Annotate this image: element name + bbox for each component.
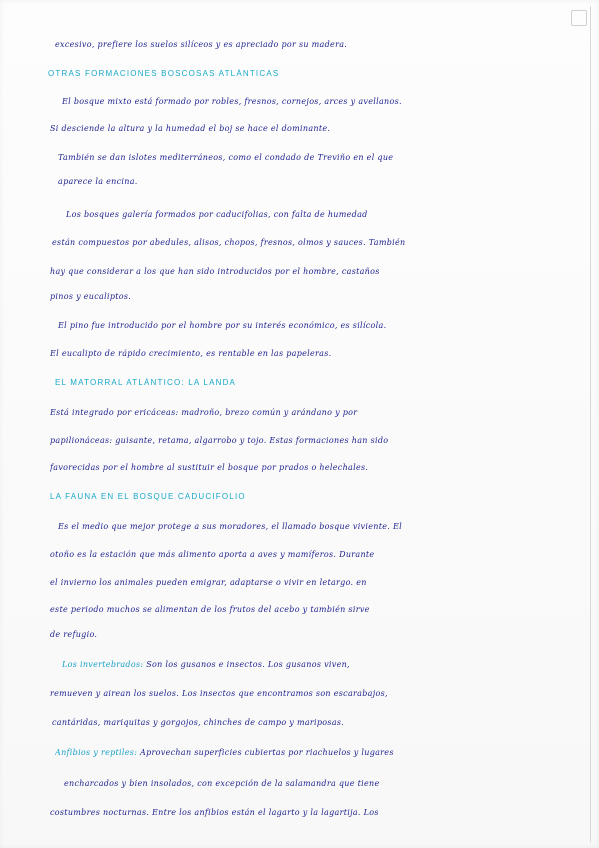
text-line: Los bosques galería formados por caducifolias, con falta de humedad (66, 210, 368, 219)
page-corner-mark (571, 10, 587, 26)
subheading-invertebrados: Los invertebrados: (62, 660, 144, 669)
text-line: remueven y airean los suelos. Los insectos que encontramos son escarabajos, (50, 689, 388, 698)
text-line: otoño es la estación que más alimento aporta a aves y mamíferos. Durante (50, 550, 375, 559)
text-span: Son los gusanos e insectos. Los gusanos viven, (143, 660, 350, 669)
text-line: favorecidas por el hombre al sustituir el bosque por prados o helechales. (50, 463, 369, 472)
text-line: excesivo, prefiere los suelos silíceos y es apreciado por su madera. (55, 40, 348, 49)
text-line: papilionáceas: guisante, retama, algarrobo y tojo. Estas formaciones han sido (50, 436, 389, 445)
text-line: Está integrado por ericáceas: madroño, brezo común y arándano y por (50, 408, 358, 417)
text-line: de refugio. (50, 630, 98, 639)
section-heading-matorral-atlantico: EL MATORRAL ATLÁNTICO: LA LANDA (55, 378, 237, 387)
text-line: El bosque mixto está formado por robles, fresnos, cornejos, arces y avellanos. (62, 97, 402, 106)
text-line-invertebrados (62, 660, 599, 684)
text-span: Aprovechan superficies cubiertas por riachuelos y lugares (137, 748, 394, 757)
subheading-anfibios-reptiles: Anfibios y reptiles: (55, 748, 138, 757)
text-line: Es el medio que mejor protege a sus moradores, el llamado bosque viviente. El (58, 522, 402, 531)
text-line: encharcados y bien insolados, con excepción de la salamandra que tiene (64, 779, 380, 788)
text-line: También se dan islotes mediterráneos, como el condado de Treviño en el que (58, 153, 394, 162)
section-heading-fauna: LA FAUNA EN EL BOSQUE CADUCIFOLIO (50, 492, 246, 501)
text-line: cantáridas, mariquitas y gorgojos, chinches de campo y mariposas. (52, 718, 345, 727)
text-line: aparece la encina. (58, 177, 138, 186)
section-heading-otras-formaciones: OTRAS FORMACIONES BOSCOSAS ATLÁNTICAS (48, 69, 280, 78)
text-line: el invierno los animales pueden emigrar, adaptarse o vivir en letargo. en (50, 578, 367, 587)
text-line: costumbres nocturnas. Entre los anfibios están el lagarto y la lagartija. Los (50, 808, 379, 817)
text-line: El eucalipto de rápido crecimiento, es rentable en las papeleras. (50, 349, 332, 358)
text-line: están compuestos por abedules, alisos, chopos, fresnos, olmos y sauces. También (52, 238, 406, 247)
text-line: este periodo muchos se alimentan de los frutos del acebo y también sirve (50, 605, 370, 614)
text-line: pinos y eucaliptos. (50, 292, 132, 301)
text-line: hay que considerar a los que han sido introducidos por el hombre, castaños (50, 267, 380, 276)
text-line: Si desciende la altura y la humedad el boj se hace el dominante. (50, 124, 331, 133)
text-line-anfibios (55, 748, 599, 772)
text-line: El pino fue introducido por el hombre por su interés económico, es silícola. (58, 321, 387, 330)
